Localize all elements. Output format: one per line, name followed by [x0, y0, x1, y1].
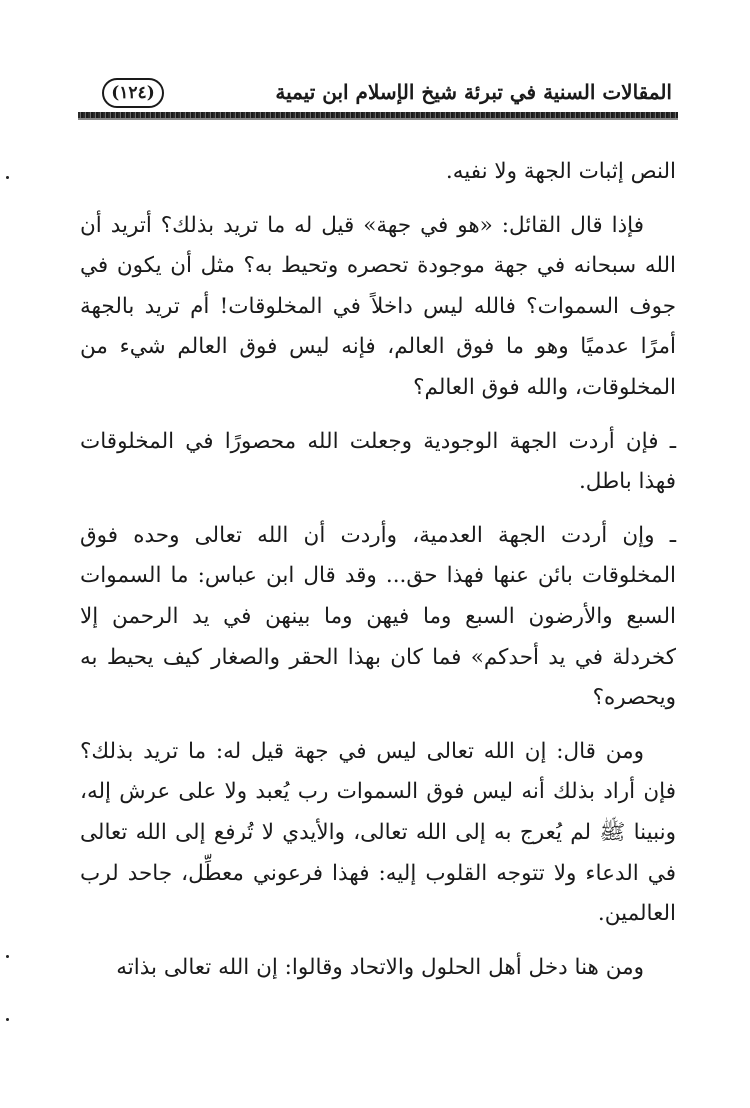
paragraph: فإذا قال القائل: «هو في جهة» قيل له ما تريد بذلك؟ أتريد أن الله سبحانه في جهة موجودة تحصره وتحيط به؟ مثل أن يكون في جوف السموات؟ فالله ليس داخلاً في المخلوقات! أم تريد بالجهة أمرًا عدميًا وهو ما فوق العالم، فإنه ليس فوق العالم شيء من المخلوقات، والله فوق العالم؟	[80, 212, 676, 400]
page-number: (١٢٤)	[102, 78, 164, 108]
scan-speck	[6, 176, 9, 179]
paragraph: النص إثبات الجهة ولا نفيه.	[445, 159, 676, 184]
scan-speck	[6, 1018, 9, 1021]
paragraph: ومن قال: إن الله تعالى ليس في جهة قيل له: ما تريد بذلك؟ فإن أراد بذلك أنه ليس فوق السموات رب يُعبد ولا على عرش إله، ونبينا ﷺ لم يُعرج به إلى الله تعالى، والأيدي لا تُرفع إلى الله تعالى في الدعاء ولا تتوجه القلوب إليه: فهذا فرعوني معطِّل، جاحد لرب العالمين.	[80, 738, 676, 927]
paragraph: ومن هنا دخل أهل الحلول والاتحاد وقالوا: إن الله تعالى بذاته	[116, 954, 644, 980]
page-header	[78, 68, 678, 118]
paragraph: ـ فإن أردت الجهة الوجودية وجعلت الله محصورًا في المخلوقات فهذا باطل.	[80, 428, 676, 495]
header-rule-thin	[78, 118, 678, 120]
paragraph: ـ وإن أردت الجهة العدمية، وأردت أن الله تعالى وحده فوق المخلوقات بائن عنها فهذا حق... وقد قال ابن عباس: ما السموات السبع والأرضون السبع وما فيهن وما بينهن في يد الرحمن إلا كخردلة في يد أحدكم» فما كان بهذا الحقر والصغار كيف يحيط به ويحصره؟	[80, 522, 676, 711]
scan-speck	[6, 955, 9, 958]
running-title: المقالات السنية في تبرئة شيخ الإسلام ابن تيمية	[275, 80, 672, 104]
body-text	[80, 152, 676, 988]
